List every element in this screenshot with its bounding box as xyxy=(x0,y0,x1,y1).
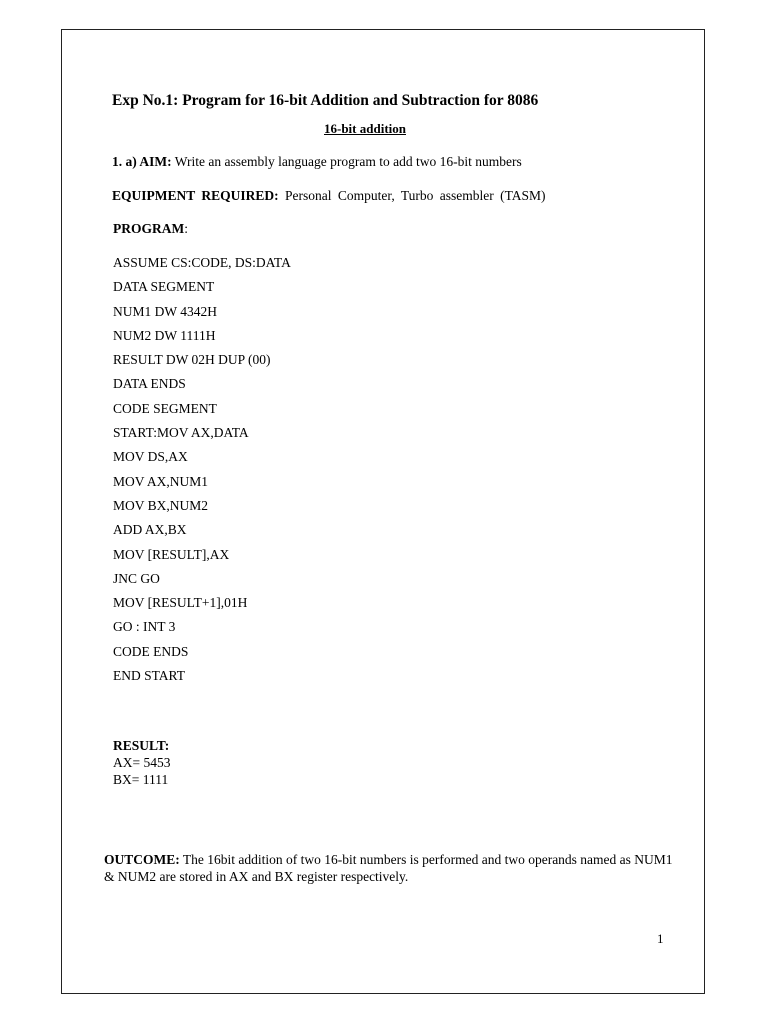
equipment-label: EQUIPMENT REQUIRED: xyxy=(112,188,279,203)
code-line: CODE SEGMENT xyxy=(113,400,217,416)
equipment-statement xyxy=(112,188,546,204)
code-line: CODE ENDS xyxy=(113,643,189,659)
code-line: MOV [RESULT],AX xyxy=(113,546,230,562)
result-line-ax: AX= 5453 xyxy=(113,755,171,770)
aim-text: Write an assembly language program to add two 16-bit numbers xyxy=(174,154,522,169)
code-line: END START xyxy=(113,668,185,684)
code-line: RESULT DW 02H DUP (00) xyxy=(113,352,271,368)
code-line: MOV DS,AX xyxy=(113,449,188,465)
aim-label: 1. a) AIM: xyxy=(112,154,172,169)
result-section xyxy=(113,737,171,788)
code-line: ASSUME CS:CODE, DS:DATA xyxy=(113,255,291,270)
document-title: Exp No.1: Program for 16-bit Addition and Subtraction for 8086 xyxy=(112,92,539,109)
result-label: RESULT: xyxy=(113,738,170,753)
code-line: DATA SEGMENT xyxy=(113,279,215,295)
code-line: MOV AX,NUM1 xyxy=(113,473,209,489)
program-label: PROGRAM xyxy=(113,221,185,236)
program-colon: : xyxy=(184,221,189,236)
page-number: 1 xyxy=(657,931,664,946)
program-heading xyxy=(113,221,188,237)
result-line-bx: BX= 1111 xyxy=(113,772,169,787)
code-line: DATA ENDS xyxy=(113,376,186,392)
outcome-label: OUTCOME: xyxy=(104,852,180,867)
code-line: START:MOV AX,DATA xyxy=(113,425,249,441)
outcome-text: The 16bit addition of two 16-bit numbers is performed and two operands named as NUM1 & NUM2 are stored in AX and BX register respectively. xyxy=(104,852,673,884)
equipment-text: Personal Computer, Turbo assembler (TASM) xyxy=(285,188,546,203)
code-line: ADD AX,BX xyxy=(113,522,187,538)
code-listing xyxy=(113,253,291,690)
section-subtitle: 16-bit addition xyxy=(324,121,406,136)
code-line: JNC GO xyxy=(113,570,160,586)
code-line: NUM2 DW 1111H xyxy=(113,327,216,343)
code-line: MOV [RESULT+1],01H xyxy=(113,595,248,611)
code-line: GO : INT 3 xyxy=(113,619,176,635)
outcome-section xyxy=(104,851,684,885)
code-line: MOV BX,NUM2 xyxy=(113,497,209,513)
aim-statement xyxy=(112,154,522,170)
code-line: NUM1 DW 4342H xyxy=(113,303,217,319)
